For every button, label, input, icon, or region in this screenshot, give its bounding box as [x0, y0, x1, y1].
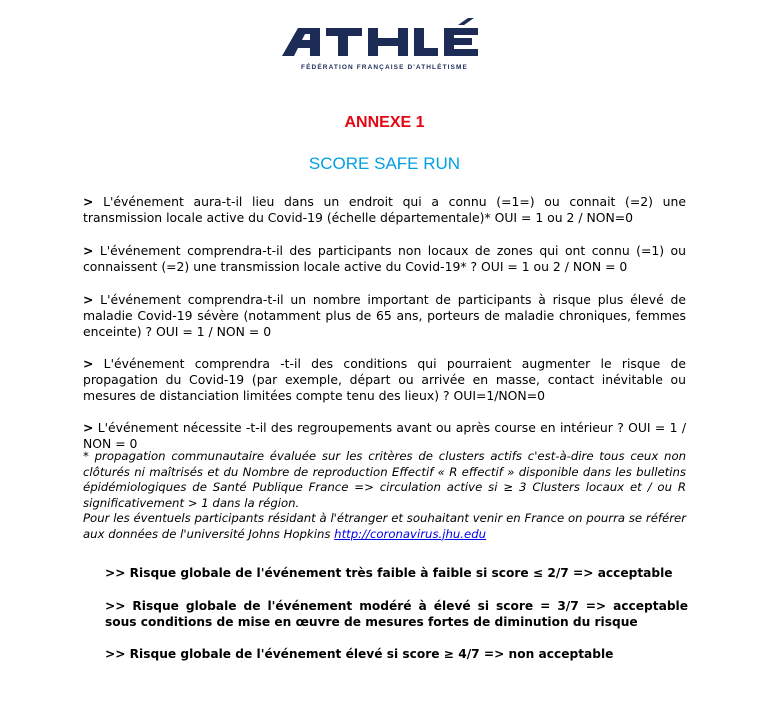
question-4 [83, 356, 686, 404]
question-marker: > [83, 356, 94, 371]
question-5 [83, 420, 686, 452]
risk-result-moderate: >> Risque globale de l'événement modéré à élevé si score = 3/7 => acceptable sous conditions de mise en œuvre de mesures fortes de diminution du risque [105, 599, 688, 629]
question-text: L'événement aura-t-il lieu dans un endroit qui a connu (=1=) ou connait (=2) une transmission locale active du Covid-19 (échelle départementale)* OUI = 1 ou 2 / NON=0 [83, 194, 686, 225]
risk-result-high: >> Risque globale de l'événement élevé si score ≥ 4/7 => non acceptable [105, 647, 614, 661]
logo-subtitle: FÉDÉRATION FRANÇAISE D'ATHLÉTISME [301, 64, 468, 71]
jhu-link[interactable]: http://coronavirus.jhu.edu [334, 526, 487, 541]
footnote-propagation: * propagation communautaire évaluée sur les critères de clusters actifs c'est-à-dire tous ceux non clôturés ni maîtrisés et du Nombre de reproduction Effectif « R effectif » disponible dans les bulletins épidémiologiques de Santé Publique France => circulation active si ≥ 3 Clusters locaux et / ou R significativement > 1 dans la région. [83, 449, 686, 510]
footnote [83, 449, 686, 542]
question-text: L'événement comprendra-t-il un nombre important de participants à risque plus élevé de maladie Covid-19 sévère (notamment plus de 65 ans, porteurs de maladie chroniques, femmes enceinte) ? OUI = 1 / NON = 0 [83, 292, 686, 339]
question-marker: > [83, 194, 94, 209]
question-marker: > [83, 292, 94, 307]
annexe-heading: ANNEXE 1 [344, 114, 425, 131]
footnote-foreign-text: Pour les éventuels participants résidant à l'étranger et souhaitant venir en France on pourra se référer aux données de l'université Johns Hopkins [83, 511, 686, 541]
athle-logo-mark [280, 18, 490, 58]
question-marker: > [83, 243, 94, 258]
question-text: L'événement comprendra-t-il des participants non locaux de zones qui ont connu (=1) ou connaissent (=2) une transmission locale active du Covid-19* ? OUI = 1 ou 2 / NON = 0 [83, 243, 686, 274]
footnote-foreign-participants [83, 511, 686, 542]
question-1 [83, 194, 686, 226]
question-3 [83, 292, 686, 340]
question-text: L'événement nécessite -t-il des regroupements avant ou après course en intérieur ? OUI = 1 / NON = 0 [83, 420, 686, 451]
risk-result-low: >> Risque globale de l'événement très faible à faible si score ≤ 2/7 => acceptable [105, 566, 673, 580]
question-text: L'événement comprendra -t-il des conditions qui pourraient augmenter le risque de propagation du Covid-19 (par exemple, départ ou arrivée en masse, contact inévitable ou mesures de distanciation limitées compte tenu des lieux) ? OUI=1/NON=0 [83, 356, 686, 403]
page-title: SCORE SAFE RUN [308, 154, 461, 173]
question-marker: > [83, 420, 94, 435]
question-2 [83, 243, 686, 275]
athle-logo [0, 18, 769, 71]
